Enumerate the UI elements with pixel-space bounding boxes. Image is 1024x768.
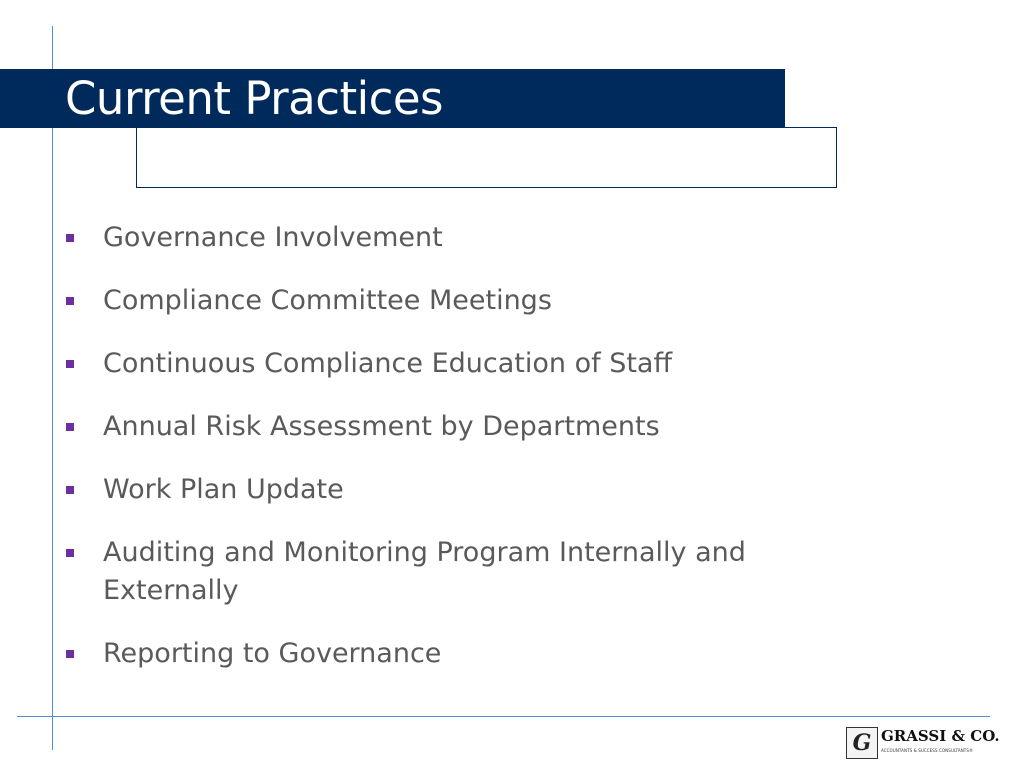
vertical-rule	[52, 26, 53, 750]
bullet-list	[66, 219, 866, 698]
bullet-item	[66, 635, 866, 673]
bullet-item	[66, 345, 866, 383]
bullet-text: Work Plan Update	[103, 474, 344, 505]
company-logo	[846, 727, 1000, 759]
logo-g-icon: G	[846, 727, 878, 759]
square-bullet-icon	[66, 297, 74, 305]
bullet-item	[66, 534, 866, 610]
square-bullet-icon	[66, 234, 74, 242]
bullet-text: Reporting to Governance	[103, 638, 442, 669]
horizontal-rule	[17, 716, 990, 717]
square-bullet-icon	[66, 549, 74, 557]
slide-title: Current Practices	[65, 72, 443, 125]
bullet-text: Auditing and Monitoring Program Internally and Externally	[103, 537, 746, 606]
bullet-item	[66, 282, 866, 320]
bullet-item	[66, 219, 866, 257]
bullet-item	[66, 471, 866, 509]
square-bullet-icon	[66, 360, 74, 368]
bullet-text: Annual Risk Assessment by Departments	[103, 411, 660, 442]
bullet-text: Continuous Compliance Education of Staff	[103, 348, 673, 379]
logo-tagline: ACCOUNTANTS & SUCCESS CONSULTANTS®	[881, 748, 974, 753]
logo-name: GRASSI & CO.	[881, 727, 1000, 745]
bullet-item	[66, 408, 866, 446]
bullet-text: Compliance Committee Meetings	[103, 285, 552, 316]
square-bullet-icon	[66, 423, 74, 431]
square-bullet-icon	[66, 486, 74, 494]
bullet-text: Governance Involvement	[103, 222, 443, 253]
square-bullet-icon	[66, 650, 74, 658]
title-outline-box	[136, 127, 837, 188]
